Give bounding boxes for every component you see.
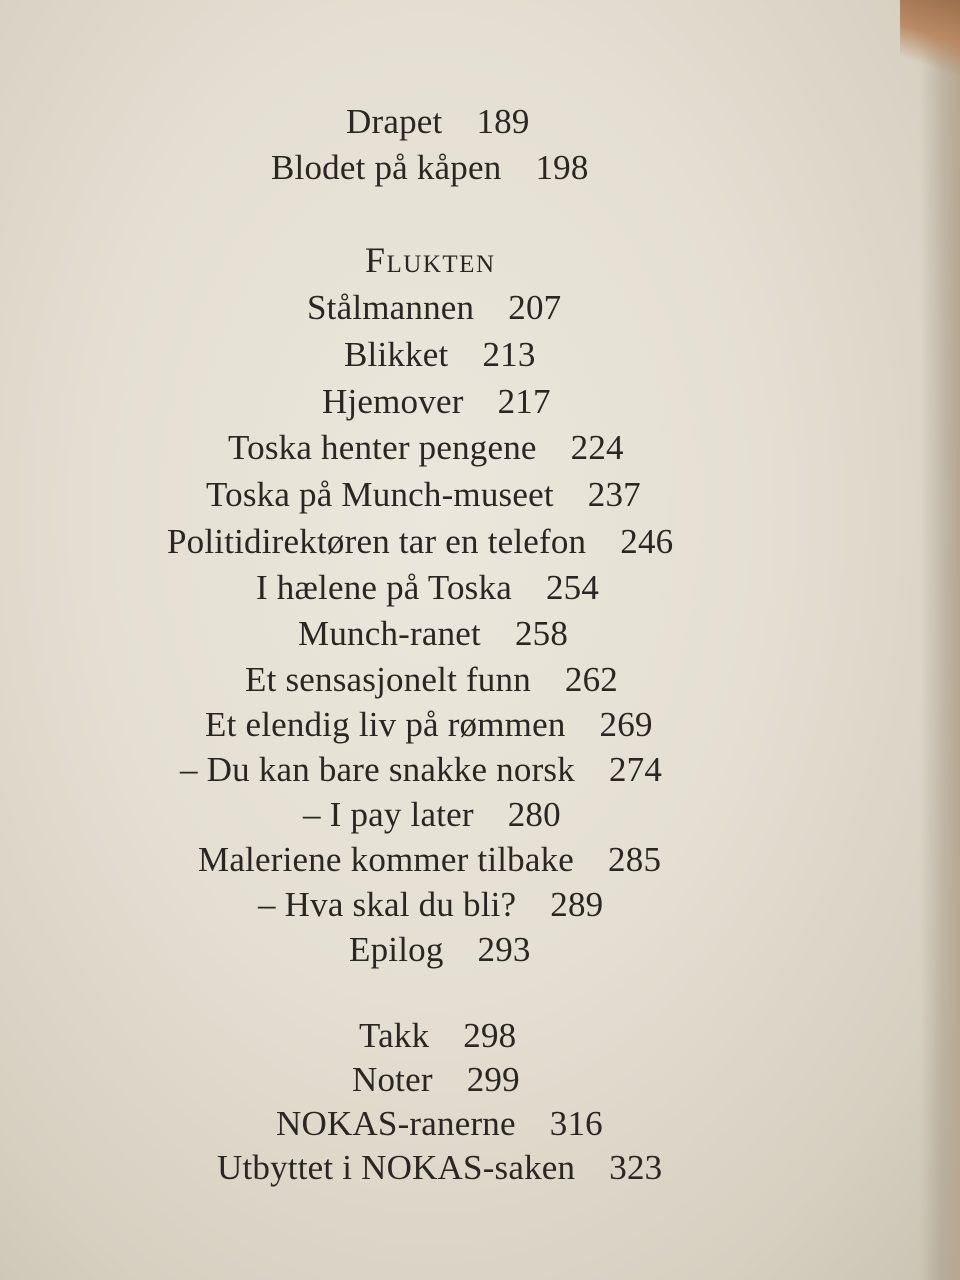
toc-entry-page: 237 — [587, 475, 641, 514]
toc-entry — [206, 477, 641, 512]
toc-entry-title: I hælene på Toska — [256, 568, 512, 607]
toc-entry-page: 285 — [608, 840, 662, 879]
toc-entry-title: Munch-ranet — [298, 614, 481, 653]
toc-entry — [198, 842, 661, 877]
toc-entry-title: Politidirektøren tar en telefon — [167, 522, 587, 561]
toc-entry-title: Drapet — [346, 102, 443, 141]
toc-entry-page: 323 — [609, 1148, 663, 1187]
toc-entry — [307, 290, 561, 325]
toc-entry — [276, 1106, 603, 1141]
toc-entry-page: 189 — [476, 102, 530, 141]
toc-entry — [322, 384, 551, 419]
toc-entry — [303, 797, 561, 832]
toc-entry-title: Toska henter pengene — [228, 428, 537, 467]
toc-entry-title: Maleriene kommer tilbake — [198, 840, 575, 879]
toc-entry-page: 254 — [545, 568, 600, 607]
toc-entry — [217, 1150, 662, 1185]
toc-entry-page: 258 — [514, 614, 569, 653]
toc-entry-title: Et elendig liv på rømmen — [205, 705, 566, 744]
toc-entry-title: Epilog — [349, 930, 444, 969]
toc-entry — [352, 1062, 520, 1097]
toc-entry-title: – Du kan bare snakke norsk — [180, 750, 575, 789]
toc-entry-page: 198 — [535, 148, 589, 187]
toc-entry — [167, 524, 673, 559]
toc-entry-page: 213 — [482, 335, 536, 374]
toc-entry — [344, 337, 536, 372]
toc-entry-page: 299 — [466, 1060, 520, 1099]
toc-entry-page: 293 — [477, 930, 531, 969]
toc-entry-title: Takk — [359, 1016, 430, 1055]
toc-entry — [346, 104, 530, 139]
toc-entry-title: – I pay later — [303, 795, 474, 834]
toc-entry-title: Blodet på kåpen — [271, 148, 502, 187]
toc-entry-page: 207 — [508, 288, 562, 327]
toc-entry-page: 224 — [570, 428, 624, 467]
toc-entry-title: Utbyttet i NOKAS-saken — [217, 1148, 576, 1187]
toc-entry — [359, 1018, 516, 1053]
toc-entry — [228, 430, 624, 465]
toc-entry-title: Et sensasjonelt funn — [245, 660, 531, 699]
toc-entry-title: Blikket — [344, 335, 449, 374]
section-heading: Flukten — [365, 240, 496, 280]
toc-entry-title: Hjemover — [322, 382, 464, 421]
toc-entry — [298, 616, 568, 651]
toc-entry-title: Noter — [352, 1060, 433, 1099]
toc-entry — [271, 150, 589, 185]
toc-entry-page: 269 — [599, 705, 653, 744]
toc-entry — [258, 887, 603, 922]
toc-entry — [180, 752, 662, 787]
toc-entry-page: 217 — [497, 382, 551, 421]
toc-entry — [205, 707, 653, 742]
toc-entry-page: 274 — [608, 750, 663, 789]
toc-entry-title: NOKAS-ranerne — [276, 1104, 516, 1143]
toc-entry-title: Stålmannen — [307, 288, 475, 327]
toc-entry — [349, 932, 531, 967]
toc-entry-title: Toska på Munch-museet — [206, 475, 554, 514]
toc-entry-page: 262 — [564, 660, 619, 699]
toc-entry-page: 280 — [507, 795, 561, 834]
toc-entry-page: 298 — [463, 1016, 517, 1055]
toc-entry-page: 246 — [620, 522, 674, 561]
toc-entry — [245, 662, 618, 697]
toc-entry-page: 289 — [550, 885, 604, 924]
toc-entry-page: 316 — [549, 1104, 603, 1143]
toc-entry — [256, 570, 599, 605]
toc-entry-title: – Hva skal du bli? — [258, 885, 517, 924]
